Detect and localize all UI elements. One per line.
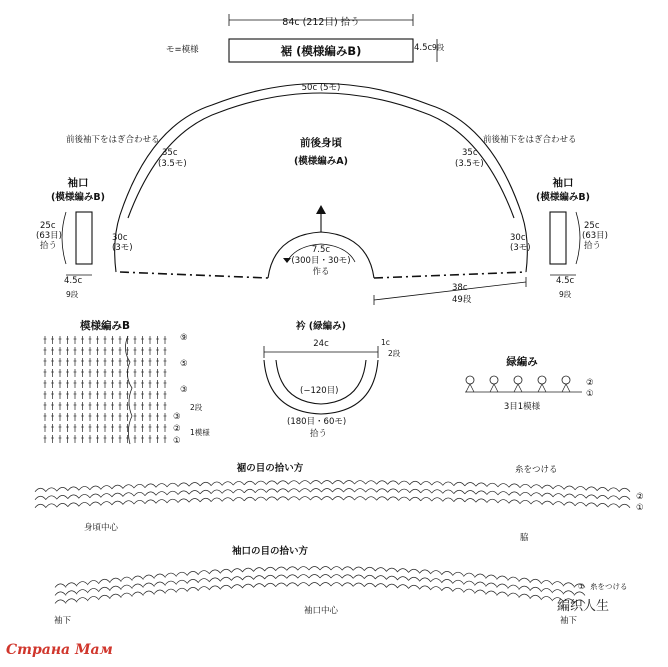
hem-pickup-seam: 脇 xyxy=(520,533,529,543)
cuff-pickup-under-left: 袖下 xyxy=(54,616,72,626)
pattern-b-marker-2: ② xyxy=(173,424,181,434)
sleeve-subtitle-right: (模様編みB) xyxy=(536,192,590,203)
sleeve-stitches-left: (63目) xyxy=(36,231,62,241)
collar-pick: 拾う xyxy=(310,429,328,439)
hem-height-rows: 9段 xyxy=(432,43,445,52)
hem-pickup-chart xyxy=(35,462,644,543)
sleeve-rows-left: 9段 xyxy=(66,290,79,299)
edging-stitches xyxy=(465,376,582,392)
sleeve-rows-right: 9段 xyxy=(559,290,572,299)
pattern-b-marker-9: ⑨ xyxy=(180,333,188,343)
top-arc-label: 50c (5モ) xyxy=(301,83,341,93)
collar-title: 衿 (緑編み) xyxy=(296,321,346,332)
neck-make: 作る xyxy=(312,267,330,277)
lower-len-right: 30c xyxy=(510,233,526,243)
cuff-pickup-under-right: 袖下 xyxy=(560,616,578,626)
bottom-len: 38c xyxy=(452,283,468,293)
sleeve-stitches-right: (63目) xyxy=(582,231,608,241)
body-subtitle: (模様編みA) xyxy=(293,156,349,167)
hem-lace-stitches xyxy=(35,481,630,508)
lower-len-left: 30c xyxy=(112,233,128,243)
hem-width-label: 84c (212目) 拾う xyxy=(282,17,360,28)
pattern-b-marker-3: ③ xyxy=(180,385,188,395)
pattern-b-stitch-grid xyxy=(44,336,167,444)
collar-inner: (−120目) xyxy=(300,386,339,396)
neck-width: 7.5c xyxy=(311,245,331,255)
edging-marker-1: ① xyxy=(586,389,594,399)
collar-height: 1c xyxy=(381,338,390,347)
cuff-pickup-chart xyxy=(54,545,628,626)
hem-pickup-marker-2: ② xyxy=(636,492,644,502)
hem-pickup-center: 身頃中心 xyxy=(84,523,119,533)
hem-height-label: 4.5c xyxy=(414,43,433,53)
site-logo: 編织人生 xyxy=(557,599,610,614)
pattern-b-marker-1: ① xyxy=(173,436,181,446)
sleeve-pick-left: 拾う xyxy=(40,241,58,251)
bottom-rows: 49段 xyxy=(452,295,472,305)
hem-band xyxy=(166,14,445,62)
sleeve-left xyxy=(36,176,105,299)
edging-title: 緑編み xyxy=(506,356,538,368)
pattern-b-marker-5: ⑤ xyxy=(180,359,188,369)
sleeve-subtitle-left: (模様編みB) xyxy=(51,192,105,203)
side-mo-left: (3.5モ) xyxy=(158,159,187,169)
sleeve-depth-right: 4.5c xyxy=(556,276,575,286)
edging-chart xyxy=(465,355,594,412)
cuff-lace-stitches xyxy=(55,567,585,604)
cuff-pickup-join: 糸をつける xyxy=(590,582,628,591)
lower-mo-left: (3モ) xyxy=(112,243,133,253)
hem-title: 裾 (模様編みB) xyxy=(280,44,362,58)
cuff-pickup-center: 袖口中心 xyxy=(304,606,339,616)
sleeve-title-right: 袖口 xyxy=(552,177,574,189)
mo-note: モ=模様 xyxy=(166,45,199,55)
pattern-b-marker-3b: ③ xyxy=(173,412,181,422)
body-piece xyxy=(66,83,577,305)
hem-pickup-title: 裾の目の拾い方 xyxy=(236,463,304,474)
side-len-left: 35c xyxy=(162,148,178,158)
side-seam-note-right: 前後袖下をはぎ合わせる xyxy=(483,135,577,145)
collar-width: 24c xyxy=(313,339,329,349)
sleeve-depth-left: 4.5c xyxy=(64,276,83,286)
pattern-b-title: 模様編みB xyxy=(79,320,131,332)
side-seam-note-left: 前後袖下をはぎ合わせる xyxy=(66,135,160,145)
body-title: 前後身頃 xyxy=(300,137,342,149)
cuff-pickup-title: 袖口の目の拾い方 xyxy=(231,546,309,557)
neck-stitches: (300目・30モ) xyxy=(291,256,351,266)
sleeve-len-left: 25c xyxy=(40,221,56,231)
watermark: Страна Мам xyxy=(6,642,113,658)
cuff-pickup-marker-1: ① xyxy=(578,582,585,591)
sleeve-right xyxy=(536,176,608,299)
sleeve-title-left: 袖口 xyxy=(67,177,89,189)
collar-outer: (180目・60モ) xyxy=(287,417,347,427)
collar-diagram xyxy=(264,320,401,439)
sleeve-pick-right: 拾う xyxy=(584,241,602,251)
hem-pickup-join: 糸をつける xyxy=(515,465,558,475)
collar-height-rows: 2段 xyxy=(388,349,401,358)
pattern-b-rows: 2段 xyxy=(190,403,203,412)
side-mo-right: (3.5モ) xyxy=(455,159,484,169)
edging-marker-2: ② xyxy=(586,378,594,388)
lower-mo-right: (3モ) xyxy=(510,243,531,253)
edging-note: 3目1模様 xyxy=(503,402,541,412)
hem-pickup-marker-1: ① xyxy=(636,503,644,513)
pattern-b-chart xyxy=(44,319,211,446)
sleeve-len-right: 25c xyxy=(584,221,600,231)
side-len-right: 35c xyxy=(462,148,478,158)
pattern-b-repeat: 1模様 xyxy=(190,428,210,437)
